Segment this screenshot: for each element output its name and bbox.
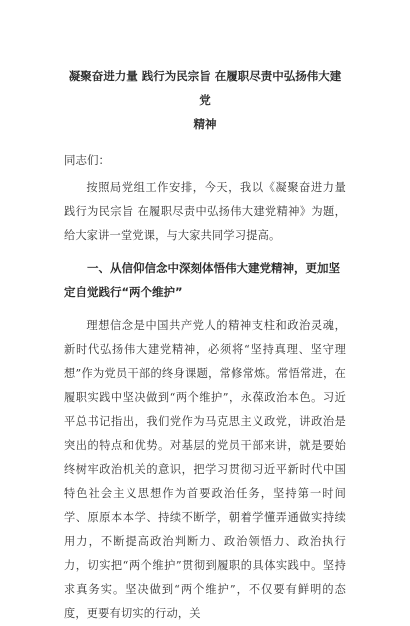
document-title bbox=[64, 64, 346, 136]
intro-paragraph: 按照局党组工作安排，今天，我以《凝聚奋进力量 践行为民宗旨 在履职尽责中弘扬伟大建党精神》为题，给大家讲一堂党课，与大家共同学习提高。 bbox=[64, 181, 346, 242]
salutation: 同志们： bbox=[64, 153, 110, 167]
title-line-2: 精神 bbox=[193, 117, 217, 131]
title-line-1: 凝聚奋进力量 践行为民宗旨 在履职尽责中弘扬伟大建党 bbox=[68, 69, 342, 107]
section-heading-1: 一、从信仰信念中深刻体悟伟大建党精神，更加坚定自觉践行“两个维护” bbox=[64, 261, 340, 299]
body-paragraph-1: 理想信念是中国共产党人的精神支柱和政治灵魂，新时代弘扬伟大建党精神，必须将“坚持真理、坚守理想”作为党员干部的终身课题，常修常炼。常悟常进，在履职实践中坚决做到“两个维护”，永葆政治本色。习近平总书记指出，我们党作为马克思主义政党，讲政治是突出的特点和优势。对基层的党员干部来讲，就是要始终树牢政治机关的意识，把学习贯彻习近平新时代中国特色社会主义思想作为首要政治任务，坚持第一时间学、原原本本学、持续不断学，朝着学懂弄通做实持续用力，不断提高政治判断力、政治领悟力、政治执行力，切实把“两个维护”贯彻到履职的具体实践中。坚持求真务实。坚决做到“两个维护”，不仅要有鲜明的态度，更要有切实的行动，关 bbox=[64, 319, 346, 620]
